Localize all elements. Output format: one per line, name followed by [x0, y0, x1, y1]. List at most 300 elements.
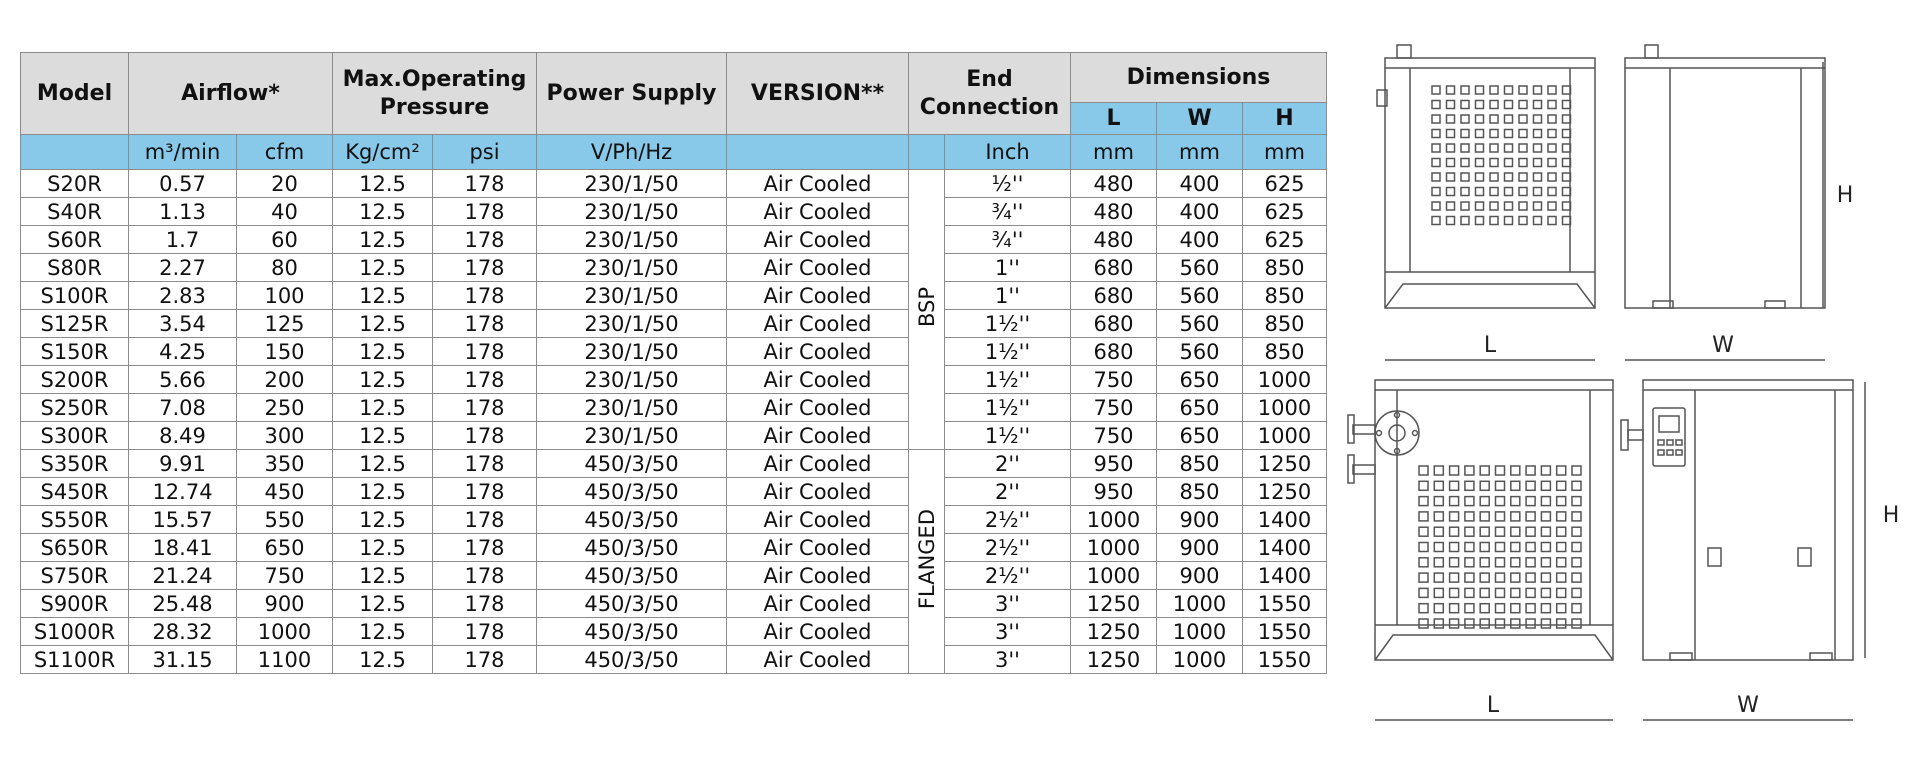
table-row: [21, 198, 1327, 226]
vent-hole: [1548, 86, 1556, 94]
vent-hole: [1450, 558, 1459, 567]
cell-pressure-psi: 178: [433, 366, 537, 394]
vent-hole: [1450, 573, 1459, 582]
cell-end-connection: ½'': [945, 170, 1071, 198]
cell-airflow-m3: 9.91: [129, 450, 237, 478]
vent-hole: [1465, 543, 1474, 552]
cell-dim-w: 400: [1157, 170, 1243, 198]
cell-airflow-m3: 21.24: [129, 562, 237, 590]
vent-hole: [1548, 130, 1556, 138]
small-h-label: H: [1836, 183, 1854, 208]
cell-power-supply: 230/1/50: [537, 338, 727, 366]
cell-version: Air Cooled: [727, 478, 909, 506]
cell-version: Air Cooled: [727, 450, 909, 478]
cell-dim-w: 1000: [1157, 618, 1243, 646]
cell-model: S350R: [21, 450, 129, 478]
cell-end-connection: 1½'': [945, 338, 1071, 366]
vent-hole: [1461, 159, 1469, 167]
vent-hole: [1519, 115, 1527, 123]
vent-hole: [1572, 573, 1581, 582]
vent-hole: [1496, 619, 1505, 628]
cell-dim-h: 850: [1243, 338, 1327, 366]
vent-hole: [1490, 202, 1498, 210]
cell-power-supply: 230/1/50: [537, 170, 727, 198]
units-row: [21, 135, 1327, 170]
vent-hole: [1519, 202, 1527, 210]
vent-hole: [1480, 466, 1489, 475]
vent-hole: [1465, 512, 1474, 521]
cell-airflow-cfm: 300: [237, 422, 333, 450]
vent-hole: [1432, 86, 1440, 94]
cell-pressure-kg: 12.5: [333, 338, 433, 366]
vent-hole: [1476, 159, 1484, 167]
table-row: [21, 254, 1327, 282]
cell-version: Air Cooled: [727, 646, 909, 674]
cell-dim-l: 480: [1071, 226, 1157, 254]
large-unit-side-drawing: [1621, 380, 1853, 660]
vent-hole: [1505, 130, 1513, 138]
vent-hole: [1461, 101, 1469, 109]
cell-power-supply: 450/3/50: [537, 590, 727, 618]
vent-hole: [1526, 481, 1535, 490]
vent-hole: [1419, 543, 1428, 552]
cell-airflow-cfm: 550: [237, 506, 333, 534]
vent-hole: [1541, 604, 1550, 613]
vent-hole: [1519, 188, 1527, 196]
cell-version: Air Cooled: [727, 506, 909, 534]
table-row: [21, 366, 1327, 394]
vent-hole: [1496, 604, 1505, 613]
connection-group-label: BSP: [914, 286, 939, 328]
vent-hole: [1419, 619, 1428, 628]
vent-hole: [1557, 543, 1566, 552]
vent-hole: [1432, 115, 1440, 123]
unit-power: V/Ph/Hz: [537, 135, 727, 170]
vent-hole: [1432, 130, 1440, 138]
vent-hole: [1505, 188, 1513, 196]
table-row: [21, 618, 1327, 646]
cell-airflow-cfm: 900: [237, 590, 333, 618]
cell-power-supply: 450/3/50: [537, 478, 727, 506]
vent-hole: [1519, 130, 1527, 138]
vent-hole: [1480, 558, 1489, 567]
cell-power-supply: 230/1/50: [537, 226, 727, 254]
cell-pressure-kg: 12.5: [333, 646, 433, 674]
cell-end-connection: 3'': [945, 646, 1071, 674]
vent-hole: [1480, 573, 1489, 582]
vent-hole: [1465, 619, 1474, 628]
connection-group-bsp: [909, 170, 945, 450]
cell-dim-w: 400: [1157, 226, 1243, 254]
cell-pressure-psi: 178: [433, 170, 537, 198]
cell-dim-w: 1000: [1157, 646, 1243, 674]
cell-power-supply: 230/1/50: [537, 310, 727, 338]
unit-h: mm: [1243, 135, 1327, 170]
vent-hole: [1461, 202, 1469, 210]
cell-end-connection: 2½'': [945, 534, 1071, 562]
cell-airflow-m3: 12.74: [129, 478, 237, 506]
cell-dim-w: 850: [1157, 450, 1243, 478]
vent-hole: [1541, 558, 1550, 567]
cell-version: Air Cooled: [727, 226, 909, 254]
table-row: [21, 226, 1327, 254]
vent-hole: [1419, 512, 1428, 521]
vent-hole: [1450, 466, 1459, 475]
cell-end-connection: 2½'': [945, 562, 1071, 590]
cell-dim-w: 560: [1157, 282, 1243, 310]
cell-dim-l: 950: [1071, 478, 1157, 506]
header-pressure-line2: Pressure: [379, 94, 490, 120]
cell-version: Air Cooled: [727, 366, 909, 394]
cell-model: S900R: [21, 590, 129, 618]
vent-hole: [1447, 188, 1455, 196]
vent-hole: [1572, 481, 1581, 490]
vent-hole: [1534, 130, 1542, 138]
cell-dim-w: 900: [1157, 534, 1243, 562]
vent-hole: [1447, 217, 1455, 225]
vent-hole: [1505, 144, 1513, 152]
cell-dim-l: 680: [1071, 282, 1157, 310]
cell-model: S125R: [21, 310, 129, 338]
header-end-line2: Connection: [919, 94, 1060, 120]
vent-hole: [1505, 202, 1513, 210]
vent-hole: [1557, 604, 1566, 613]
cell-dim-h: 1550: [1243, 646, 1327, 674]
unit-group: [909, 135, 945, 170]
header-pressure-line1: Max.Operating: [342, 66, 527, 92]
vent-hole: [1450, 543, 1459, 552]
cell-version: Air Cooled: [727, 254, 909, 282]
vent-hole: [1490, 130, 1498, 138]
vent-hole: [1511, 573, 1520, 582]
cell-pressure-kg: 12.5: [333, 450, 433, 478]
cell-power-supply: 450/3/50: [537, 506, 727, 534]
vent-hole: [1461, 188, 1469, 196]
cell-pressure-psi: 178: [433, 646, 537, 674]
vent-hole: [1432, 202, 1440, 210]
vent-hole: [1465, 481, 1474, 490]
vent-hole: [1572, 588, 1581, 597]
vent-hole: [1548, 188, 1556, 196]
spec-table: [20, 52, 1327, 674]
vent-hole: [1511, 558, 1520, 567]
cell-pressure-kg: 12.5: [333, 618, 433, 646]
vent-hole: [1572, 466, 1581, 475]
cell-power-supply: 450/3/50: [537, 562, 727, 590]
header-model: Model: [21, 53, 129, 135]
vent-hole: [1490, 159, 1498, 167]
cell-model: S1000R: [21, 618, 129, 646]
cell-model: S650R: [21, 534, 129, 562]
vent-hole: [1572, 604, 1581, 613]
cell-dim-h: 1550: [1243, 590, 1327, 618]
vent-hole: [1480, 619, 1489, 628]
vent-hole: [1548, 144, 1556, 152]
cell-airflow-m3: 8.49: [129, 422, 237, 450]
vent-hole: [1541, 588, 1550, 597]
cell-pressure-kg: 12.5: [333, 590, 433, 618]
cell-airflow-cfm: 200: [237, 366, 333, 394]
vent-hole: [1461, 86, 1469, 94]
vent-hole: [1419, 481, 1428, 490]
cell-end-connection: 2'': [945, 478, 1071, 506]
vent-hole: [1526, 527, 1535, 536]
cell-model: S250R: [21, 394, 129, 422]
cell-pressure-kg: 12.5: [333, 422, 433, 450]
cell-pressure-psi: 178: [433, 282, 537, 310]
vent-hole: [1572, 558, 1581, 567]
cell-dim-w: 900: [1157, 506, 1243, 534]
cell-airflow-cfm: 250: [237, 394, 333, 422]
unit-pressure-kg: Kg/cm²: [333, 135, 433, 170]
cell-airflow-m3: 2.27: [129, 254, 237, 282]
cell-power-supply: 450/3/50: [537, 646, 727, 674]
cell-pressure-psi: 178: [433, 450, 537, 478]
header-end-connection: [909, 53, 1071, 135]
cell-power-supply: 230/1/50: [537, 282, 727, 310]
cell-airflow-cfm: 20: [237, 170, 333, 198]
cell-airflow-cfm: 1100: [237, 646, 333, 674]
vent-hole: [1541, 573, 1550, 582]
vent-hole: [1519, 86, 1527, 94]
header-end-line1: End: [966, 66, 1013, 92]
cell-end-connection: ¾'': [945, 226, 1071, 254]
vent-hole: [1461, 173, 1469, 181]
vent-hole: [1541, 497, 1550, 506]
vent-hole: [1572, 619, 1581, 628]
cell-dim-h: 1250: [1243, 478, 1327, 506]
cell-version: Air Cooled: [727, 282, 909, 310]
vent-hole: [1511, 481, 1520, 490]
vent-hole: [1534, 101, 1542, 109]
vent-hole: [1511, 527, 1520, 536]
cell-airflow-cfm: 150: [237, 338, 333, 366]
cell-dim-l: 750: [1071, 394, 1157, 422]
vent-hole: [1434, 466, 1443, 475]
cell-pressure-kg: 12.5: [333, 366, 433, 394]
cell-model: S100R: [21, 282, 129, 310]
cell-model: S80R: [21, 254, 129, 282]
vent-hole: [1548, 202, 1556, 210]
connection-group-flanged: [909, 450, 945, 674]
cell-dim-l: 680: [1071, 254, 1157, 282]
cell-end-connection: 3'': [945, 590, 1071, 618]
cell-airflow-m3: 0.57: [129, 170, 237, 198]
vent-hole: [1511, 466, 1520, 475]
vent-hole: [1434, 558, 1443, 567]
vent-hole: [1548, 159, 1556, 167]
cell-dim-h: 1250: [1243, 450, 1327, 478]
cell-version: Air Cooled: [727, 562, 909, 590]
vent-hole: [1419, 558, 1428, 567]
vent-hole: [1490, 173, 1498, 181]
vent-hole: [1465, 527, 1474, 536]
vent-hole: [1465, 558, 1474, 567]
vent-hole: [1432, 101, 1440, 109]
cell-dim-w: 560: [1157, 338, 1243, 366]
vent-hole: [1480, 543, 1489, 552]
cell-dim-l: 480: [1071, 198, 1157, 226]
vent-hole: [1526, 588, 1535, 597]
vent-hole: [1434, 481, 1443, 490]
cell-airflow-cfm: 450: [237, 478, 333, 506]
cell-airflow-m3: 7.08: [129, 394, 237, 422]
vent-hole: [1505, 159, 1513, 167]
table-row: [21, 562, 1327, 590]
vent-hole: [1447, 86, 1455, 94]
vent-hole: [1541, 466, 1550, 475]
vent-hole: [1496, 527, 1505, 536]
small-unit-front-drawing: [1377, 45, 1595, 308]
vent-hole: [1511, 604, 1520, 613]
vent-hole: [1534, 188, 1542, 196]
cell-model: S20R: [21, 170, 129, 198]
cell-pressure-kg: 12.5: [333, 310, 433, 338]
cell-airflow-m3: 4.25: [129, 338, 237, 366]
vent-hole: [1447, 173, 1455, 181]
cell-version: Air Cooled: [727, 618, 909, 646]
header-dim-l: L: [1071, 103, 1157, 135]
cell-pressure-psi: 178: [433, 618, 537, 646]
cell-power-supply: 450/3/50: [537, 618, 727, 646]
vent-hole: [1465, 466, 1474, 475]
vent-hole: [1447, 144, 1455, 152]
cell-model: S300R: [21, 422, 129, 450]
table-row: [21, 422, 1327, 450]
cell-airflow-m3: 3.54: [129, 310, 237, 338]
vent-hole: [1480, 527, 1489, 536]
vent-hole: [1526, 497, 1535, 506]
cell-power-supply: 230/1/50: [537, 366, 727, 394]
vent-hole: [1476, 115, 1484, 123]
table-row: [21, 478, 1327, 506]
vent-hole: [1476, 217, 1484, 225]
vent-hole: [1519, 217, 1527, 225]
cell-pressure-kg: 12.5: [333, 506, 433, 534]
vent-hole: [1572, 512, 1581, 521]
cell-pressure-psi: 178: [433, 338, 537, 366]
cell-pressure-kg: 12.5: [333, 394, 433, 422]
cell-dim-h: 625: [1243, 198, 1327, 226]
cell-airflow-m3: 1.7: [129, 226, 237, 254]
vent-hole: [1557, 573, 1566, 582]
cell-pressure-psi: 178: [433, 394, 537, 422]
vent-hole: [1419, 527, 1428, 536]
vent-hole: [1548, 115, 1556, 123]
unit-w: mm: [1157, 135, 1243, 170]
vent-hole: [1432, 159, 1440, 167]
cell-pressure-kg: 12.5: [333, 170, 433, 198]
unit-model: [21, 135, 129, 170]
cell-end-connection: 2'': [945, 450, 1071, 478]
cell-dim-l: 1000: [1071, 506, 1157, 534]
cell-pressure-kg: 12.5: [333, 198, 433, 226]
vent-hole: [1434, 604, 1443, 613]
cell-version: Air Cooled: [727, 394, 909, 422]
cell-dim-l: 680: [1071, 310, 1157, 338]
vent-hole: [1480, 497, 1489, 506]
cell-end-connection: 1'': [945, 282, 1071, 310]
vent-hole: [1450, 588, 1459, 597]
cell-pressure-kg: 12.5: [333, 478, 433, 506]
cell-model: S150R: [21, 338, 129, 366]
cell-dim-w: 650: [1157, 366, 1243, 394]
vent-hole: [1541, 512, 1550, 521]
vent-hole: [1434, 543, 1443, 552]
unit-pressure-psi: psi: [433, 135, 537, 170]
header-version: VERSION**: [727, 53, 909, 135]
vent-hole: [1419, 497, 1428, 506]
vent-hole: [1496, 481, 1505, 490]
vent-hole: [1490, 217, 1498, 225]
unit-version: [727, 135, 909, 170]
cell-pressure-psi: 178: [433, 590, 537, 618]
cell-dim-h: 1000: [1243, 394, 1327, 422]
vent-hole: [1519, 173, 1527, 181]
cell-power-supply: 230/1/50: [537, 394, 727, 422]
cell-dim-h: 850: [1243, 254, 1327, 282]
vent-hole: [1526, 604, 1535, 613]
cell-airflow-m3: 2.83: [129, 282, 237, 310]
cell-dim-l: 680: [1071, 338, 1157, 366]
vent-hole: [1476, 144, 1484, 152]
vent-hole: [1496, 512, 1505, 521]
vent-hole: [1447, 115, 1455, 123]
cell-version: Air Cooled: [727, 422, 909, 450]
vent-hole: [1490, 188, 1498, 196]
vent-hole: [1496, 543, 1505, 552]
cell-pressure-psi: 178: [433, 198, 537, 226]
cell-dim-h: 1400: [1243, 562, 1327, 590]
vent-hole: [1461, 130, 1469, 138]
cell-end-connection: 1½'': [945, 422, 1071, 450]
vent-hole: [1505, 86, 1513, 94]
vent-hole: [1534, 144, 1542, 152]
vent-hole: [1557, 466, 1566, 475]
cell-dim-w: 560: [1157, 254, 1243, 282]
cell-pressure-kg: 12.5: [333, 534, 433, 562]
cell-airflow-cfm: 350: [237, 450, 333, 478]
vent-hole: [1496, 558, 1505, 567]
vent-hole: [1476, 101, 1484, 109]
vent-hole: [1572, 543, 1581, 552]
vent-hole: [1505, 115, 1513, 123]
cell-pressure-psi: 178: [433, 310, 537, 338]
large-unit-front-drawing: [1348, 380, 1613, 660]
cell-dim-l: 1250: [1071, 618, 1157, 646]
cell-dim-h: 1000: [1243, 366, 1327, 394]
cell-dim-l: 1250: [1071, 646, 1157, 674]
unit-airflow-cfm: cfm: [237, 135, 333, 170]
vent-hole: [1557, 588, 1566, 597]
cell-dim-h: 850: [1243, 282, 1327, 310]
cell-model: S450R: [21, 478, 129, 506]
vent-hole: [1447, 202, 1455, 210]
vent-hole: [1490, 101, 1498, 109]
connection-group-label: FLANGED: [914, 508, 939, 610]
vent-hole: [1519, 159, 1527, 167]
cell-dim-w: 1000: [1157, 590, 1243, 618]
cell-dim-l: 480: [1071, 170, 1157, 198]
cell-version: Air Cooled: [727, 590, 909, 618]
vent-hole: [1476, 188, 1484, 196]
cell-pressure-kg: 12.5: [333, 226, 433, 254]
cell-version: Air Cooled: [727, 310, 909, 338]
vent-hole: [1557, 497, 1566, 506]
small-l-label: L: [1483, 333, 1497, 358]
vent-hole: [1519, 101, 1527, 109]
cell-airflow-cfm: 125: [237, 310, 333, 338]
